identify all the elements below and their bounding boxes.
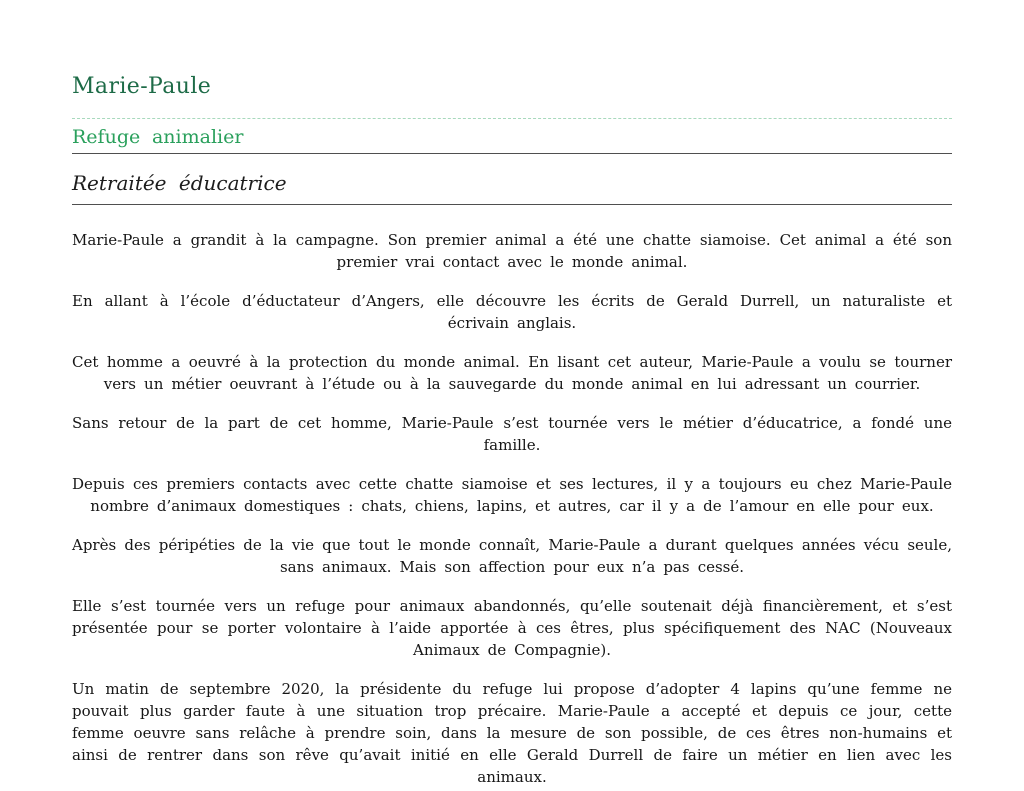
- bio-paragraph-1: Marie-Paule a grandit à la campagne. Son premier animal a été une chatte siamoise. Cet animal a été son premier vrai contact avec le monde animal.: [72, 231, 952, 271]
- bio-paragraph-7: Elle s’est tournée vers un refuge pour animaux abandonnés, qu’elle soutenait déjà financièrement, et s’est présentée pour se porter volontaire à l’aide apportée à ces êtres, plus spécifiquement des NAC (Nouveaux Animaux de Compagnie).: [72, 597, 952, 659]
- page-title: Marie-Paule: [72, 74, 212, 99]
- dashed-divider: [72, 118, 952, 119]
- bio-paragraph-3: Cet homme a oeuvré à la protection du monde animal. En lisant cet auteur, Marie-Paule a voulu se tourner vers un métier oeuvrant à l’étude ou à la sauvegarde du monde animal en lui adressant un courrier.: [72, 353, 952, 393]
- subtitle-refuge: Refuge animalier: [72, 128, 952, 154]
- bio-paragraph-2: En allant à l’école d’éductateur d’Angers, elle découvre les écrits de Gerald Durrell, un naturaliste et écrivain anglais.: [72, 292, 952, 332]
- bio-paragraph-4: Sans retour de la part de cet homme, Marie-Paule s’est tournée vers le métier d’éducatrice, a fondé une famille.: [72, 414, 952, 454]
- bio-content: [72, 229, 952, 788]
- role-heading: Retraitée éducatrice: [72, 173, 952, 205]
- bio-paragraph-6: Après des péripéties de la vie que tout le monde connaît, Marie-Paule a durant quelques années vécu seule, sans animaux. Mais son affection pour eux n’a pas cessé.: [72, 536, 952, 576]
- bio-paragraph-5: Depuis ces premiers contacts avec cette chatte siamoise et ses lectures, il y a toujours eu chez Marie-Paule nombre d’animaux domestiques : chats, chiens, lapins, et autres, car il y a de l’amour en elle pour eux.: [72, 475, 952, 515]
- bio-paragraph-8: Un matin de septembre 2020, la présidente du refuge lui propose d’adopter 4 lapins qu’une femme ne pouvait plus garder faute à une situation trop précaire. Marie-Paule a accepté et depuis ce jour, cette femme oeuvre sans relâche à prendre soin, dans la mesure de son possible, de ces êtres non-humains et ainsi de rentrer dans son rêve qu’avait initié en elle Gerald Durrell de faire un métier en lien avec les animaux.: [72, 680, 952, 786]
